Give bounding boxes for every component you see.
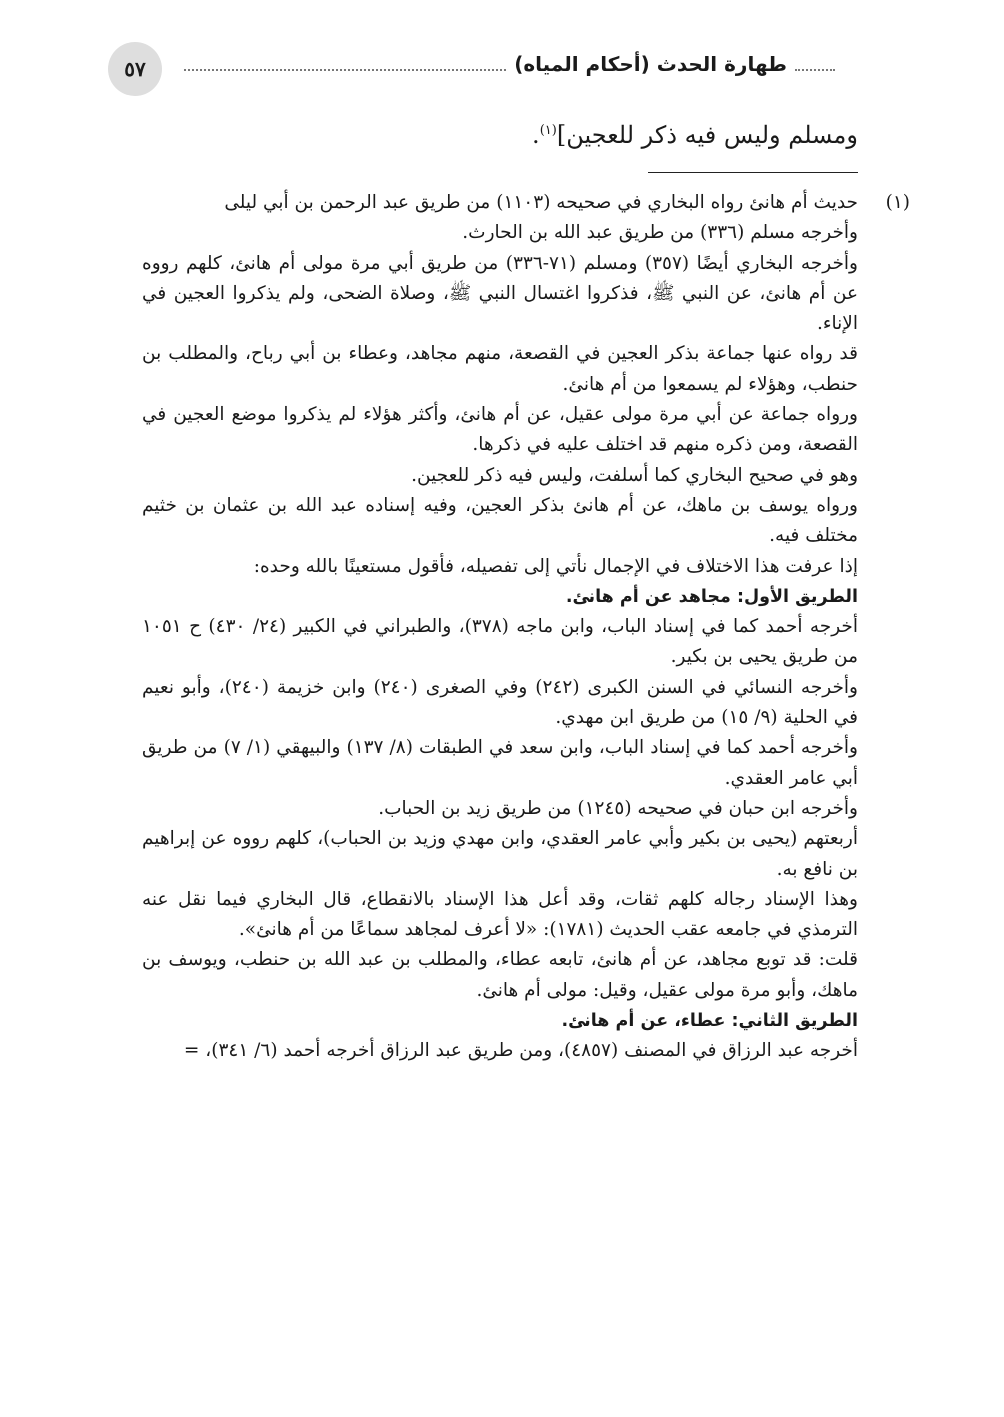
footnote-paragraph: قلت: قد توبع مجاهد، عن أم هانئ، تابعه عطاء، والمطلب بن عبد الله بن حنطب، ويوسف بن ماهك، وأبو مرة مولى عقيل، وقيل: مولى أم هانئ.	[142, 949, 858, 1001]
section-first-route	[142, 612, 858, 1006]
running-header	[108, 42, 843, 98]
header-title: طهارة الحدث (أحكام المياه)	[514, 52, 787, 76]
header-dots-right	[795, 57, 835, 71]
footnote-paragraph: وأخرجه أحمد كما في إسناد الباب، وابن سعد في الطبقات (٨/ ١٣٧) والبيهقي (١/ ٧) من طريق أبي عامر العقدي.	[142, 737, 858, 789]
footnote-paragraph: أربعتهم (يحيى بن بكير وأبي عامر العقدي، وابن مهدي وزيد بن الحباب)، كلهم رووه عن إبراهيم بن نافع به.	[142, 828, 858, 880]
footnote-paragraph: وهذا الإسناد رجاله كلهم ثقات، وقد أعل هذا الإسناد بالانقطاع، قال البخاري فيما نقل عنه الترمذي في جامعه عقب الحديث (١٧٨١): «لا أعرف لمجاهد سماعًا من أم هانئ».	[142, 888, 858, 941]
main-text-body: ومسلم وليس فيه ذكر للعجين]	[556, 121, 858, 149]
footnote-paragraph: وأخرجه النسائي في السنن الكبرى (٢٤٢) وفي الصغرى (٢٤٠) وابن خزيمة (٢٤٠)، وأبو نعيم في الحلية (٩/ ١٥) من طريق ابن مهدي.	[142, 676, 858, 729]
footnote-paragraph: إذا عرفت هذا الاختلاف في الإجمال نأتي إلى تفصيله، فأقول مستعينًا بالله وحده:	[253, 555, 858, 577]
footnote-paragraph: وأخرجه ابن حبان في صحيحه (١٢٤٥) من طريق زيد بن الحباب.	[378, 797, 858, 819]
header-title-row	[176, 52, 843, 76]
footnote-paragraph: قد رواه عنها جماعة بذكر العجين في القصعة، منهم مجاهد، وعطاء بن أبي رباح، والمطلب بن حنطب، وهؤلاء لم يسمعوا من أم هانئ.	[142, 343, 858, 395]
footnote-paragraph: وأخرجه البخاري أيضًا (٣٥٧) ومسلم (٧١-٣٣٦) من طريق أبي مرة مولى أم هانئ، كلهم رووه عن أم هانئ، عن النبي ﷺ، فذكروا اغتسال النبي ﷺ، وصلاة الضحى، ولم يذكروا العجين في الإناء.	[142, 252, 858, 335]
footnote	[142, 188, 910, 1067]
footnote-paragraph: ورواه جماعة عن أبي مرة مولى عقيل، عن أم هانئ، وأكثر هؤلاء لم يذكروا موضع العجين في القصعة، ومن ذكره منهم قد اختلف عليه في ذكرها.	[142, 404, 858, 456]
footnote-paragraph: أخرجه عبد الرزاق في المصنف (٤٨٥٧)، ومن طريق عبد الرزاق أخرجه أحمد (٦/ ٣٤١)، =	[183, 1040, 858, 1062]
footnote-marker: (١)	[885, 192, 910, 213]
main-text-end: .	[532, 121, 540, 149]
footnote-paragraph: ورواه يوسف بن ماهك، عن أم هانئ بذكر العجين، وفيه إسناده عبد الله بن عثمان بن خثيم مختلف فيه.	[142, 494, 858, 547]
footnote-intro	[142, 188, 858, 582]
footnote-paragraph: وأخرجه مسلم (٣٣٦) من طريق عبد الله بن الحارث.	[462, 222, 858, 244]
main-text	[138, 112, 858, 154]
footnote-paragraph: وهو في صحيح البخاري كما أسلفت، وليس فيه ذكر للعجين.	[411, 464, 858, 486]
page-number: ٥٧	[108, 42, 162, 96]
header-dots-left	[184, 57, 506, 71]
section-heading-second-route: الطريق الثاني: عطاء، عن أم هانئ.	[561, 1011, 858, 1032]
section-second-route	[142, 1036, 858, 1066]
footnote-separator	[648, 172, 858, 173]
footnote-reference[interactable]: (١)	[539, 123, 557, 138]
section-heading-first-route: الطريق الأول: مجاهد عن أم هانئ.	[565, 586, 858, 607]
footnote-paragraph: أخرجه أحمد كما في إسناد الباب، وابن ماجه (٣٧٨)، والطبراني في الكبير (٢٤/ ٤٣٠) ح ١٠٥١ من طريق يحيى بن بكير.	[142, 616, 858, 668]
footnote-paragraph: حديث أم هانئ رواه البخاري في صحيحه (١١٠٣) من طريق عبد الرحمن بن أبي ليلى	[224, 192, 858, 213]
